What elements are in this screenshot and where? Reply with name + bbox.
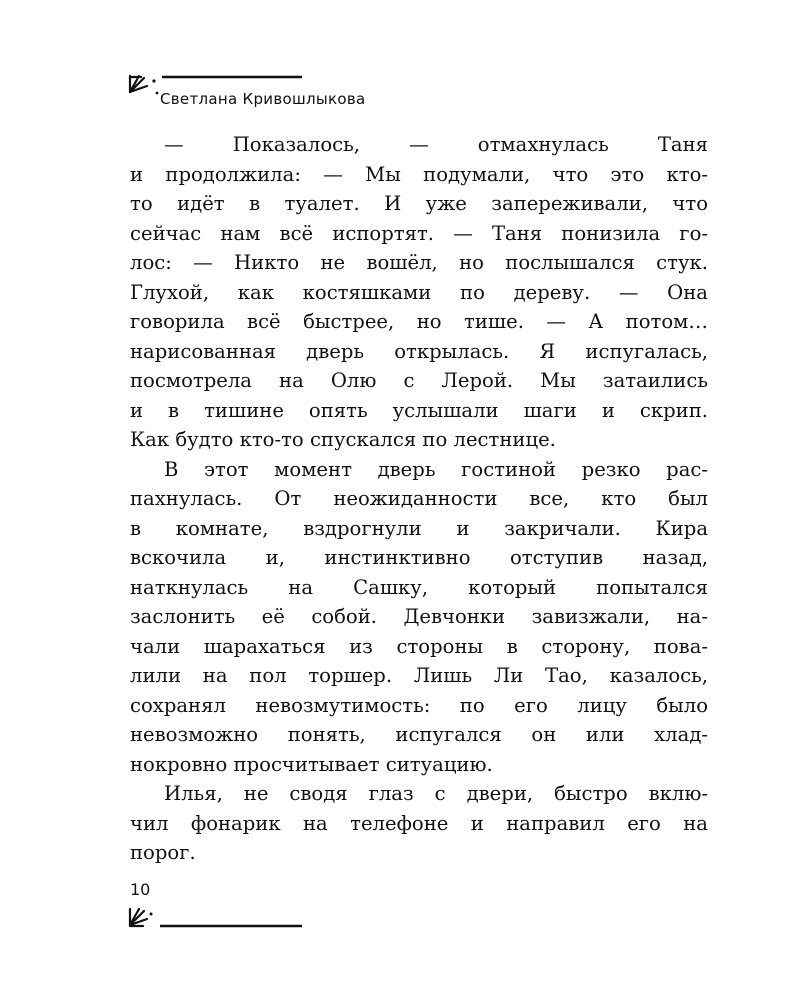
paragraph	[130, 455, 708, 780]
text-line: нокровно просчитывает ситуацию.	[130, 752, 493, 776]
paragraph	[130, 130, 708, 455]
text-line: сохранял невозмутимость: по его лицу было	[130, 693, 708, 717]
text-line: то идёт в туалет. И уже запереживали, что	[130, 192, 708, 215]
running-header-author: Светлана Кривошлыкова	[160, 90, 366, 108]
text-line: чали шарахаться из стороны в сторону, пова-	[130, 634, 708, 658]
text-line: порог.	[130, 841, 196, 864]
text-line: нарисованная дверь открылась. Я испугалась,	[130, 339, 708, 363]
text-line: наткнулась на Сашку, который попытался	[130, 575, 708, 599]
text-line: говорила всё быстрее, но тише. — А потом…	[130, 310, 708, 333]
text-line: Как будто кто-то спускался по лестнице.	[130, 428, 556, 451]
text-line: — Показалось, — отмахнулась Таня	[164, 133, 708, 156]
text-line: невозможно понять, испугался он или хлад-	[130, 723, 708, 746]
text-line: чил фонарик на телефоне и направил его на	[130, 811, 708, 835]
paragraph	[130, 779, 708, 868]
text-line: лили на пол торшер. Лишь Ли Тао, казалось,	[130, 664, 708, 687]
text-line: сейчас нам всё испортят. — Таня понизила го-	[130, 221, 708, 245]
text-line: лос: — Никто не вошёл, но послышался стук.	[130, 251, 708, 274]
text-line: Глухой, как костяшками по дереву. — Она	[130, 280, 708, 304]
text-line: и в тишине опять услышали шаги и скрип.	[130, 398, 708, 422]
footer-ornament-icon	[127, 905, 307, 931]
text-line: и продолжила: — Мы подумали, что это кто-	[130, 162, 708, 186]
text-line: заслонить её собой. Девчонки завизжали, на-	[130, 605, 708, 628]
text-line: Илья, не сводя глаз с двери, быстро вклю-	[164, 782, 708, 805]
body-text	[130, 130, 708, 868]
text-line: вскочила и, инстинктивно отступив назад,	[130, 546, 708, 569]
text-line: посмотрела на Олю с Лерой. Мы затаились	[130, 369, 708, 392]
text-line: В этот момент дверь гостиной резко рас-	[164, 457, 708, 481]
text-line: в комнате, вздрогнули и закричали. Кира	[130, 516, 708, 540]
page-number: 10	[130, 880, 151, 899]
text-line: пахнулась. От неожиданности все, кто был	[130, 487, 708, 510]
